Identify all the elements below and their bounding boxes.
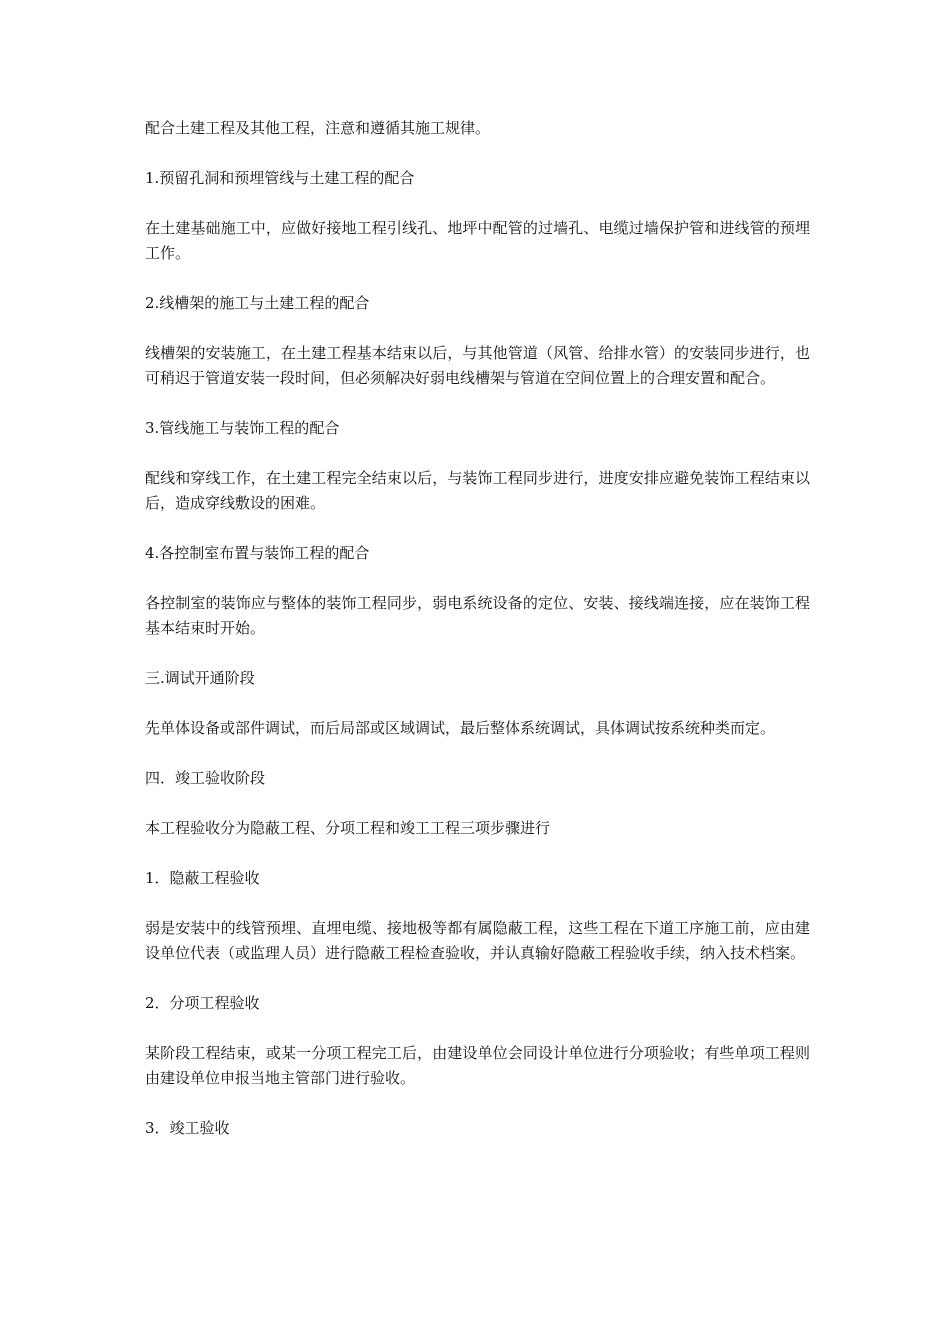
document-body: [145, 116, 810, 1166]
paragraph-sub-item: 某阶段工程结束，或某一分项工程完工后，由建设单位会同设计单位进行分项验收；有些单项工程则由建设单位申报当地主管部门进行验收。: [145, 1044, 810, 1087]
heading-3: 3.管线施工与装饰工程的配合: [145, 419, 340, 437]
subheading-completion: 3．竣工验收: [145, 1119, 230, 1137]
heading-4: 4.各控制室布置与装饰工程的配合: [145, 544, 370, 562]
paragraph-intro: 配合土建工程及其他工程，注意和遵循其施工规律。: [145, 119, 491, 137]
heading-1: 1.预留孔洞和预埋管线与土建工程的配合: [145, 169, 415, 187]
section-heading-acceptance: 四．竣工验收阶段: [145, 769, 266, 787]
paragraph-hidden-works: 弱是安装中的线管预埋、直埋电缆、接地极等都有属隐蔽工程，这些工程在下道工序施工前，应由建设单位代表（或监理人员）进行隐蔽工程检查验收，并认真输好隐蔽工程验收手续，纳入技术档案。: [145, 919, 810, 962]
paragraph-3: 配线和穿线工作，在土建工程完全结束以后，与装饰工程同步进行，进度安排应避免装饰工程结束以后，造成穿线敷设的困难。: [145, 469, 810, 512]
subheading-sub-item: 2．分项工程验收: [145, 994, 260, 1012]
paragraph-2: 线槽架的安装施工，在土建工程基本结束以后，与其他管道（风管、给排水管）的安装同步进行，也可稍迟于管道安装一段时间，但必须解决好弱电线槽架与管道在空间位置上的合理安置和配合。: [145, 344, 810, 387]
paragraph-4: 各控制室的装饰应与整体的装饰工程同步，弱电系统设备的定位、安装、接线端连接，应在装饰工程基本结束时开始。: [145, 594, 810, 637]
paragraph-debugging: 先单体设备或部件调试，而后局部或区域调试，最后整体系统调试，具体调试按系统种类而定。: [145, 719, 776, 737]
section-heading-debugging: 三.调试开通阶段: [145, 669, 255, 687]
paragraph-1: 在土建基础施工中，应做好接地工程引线孔、地坪中配管的过墙孔、电缆过墙保护管和进线管的预埋工作。: [145, 219, 810, 262]
heading-2: 2.线槽架的施工与土建工程的配合: [145, 294, 370, 312]
subheading-hidden-works: 1．隐蔽工程验收: [145, 869, 260, 887]
paragraph-acceptance: 本工程验收分为隐蔽工程、分项工程和竣工工程三项步骤进行: [145, 819, 551, 837]
